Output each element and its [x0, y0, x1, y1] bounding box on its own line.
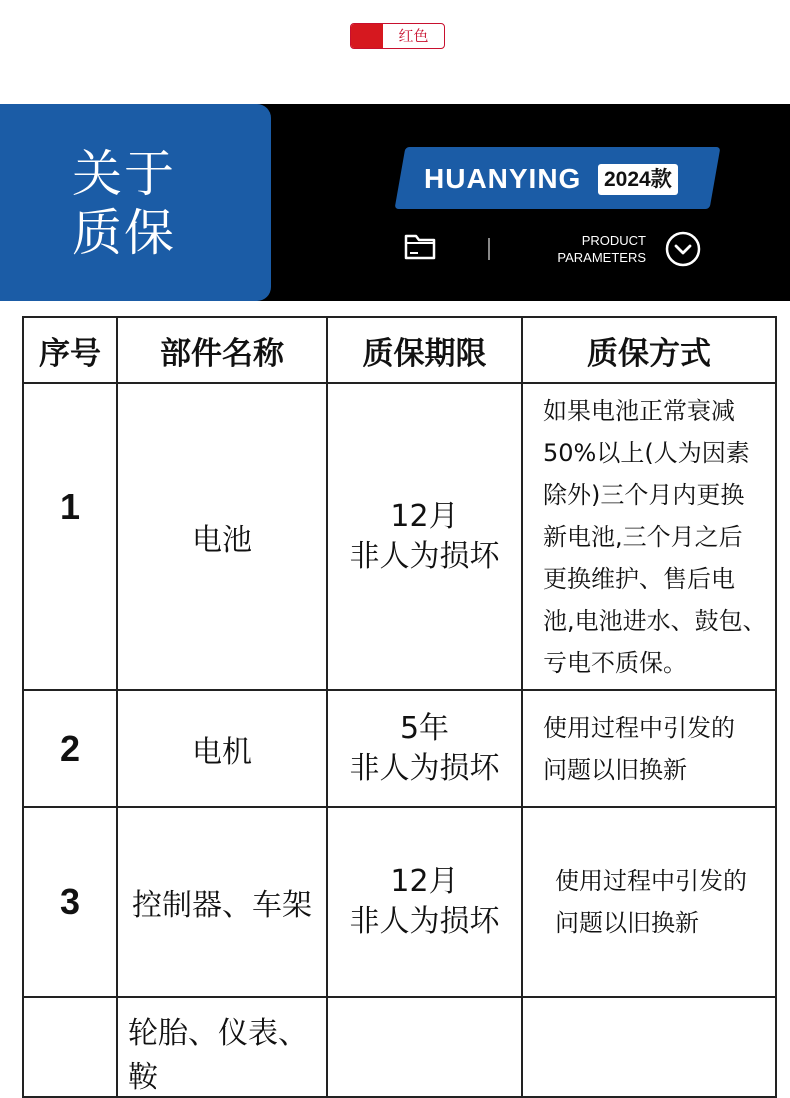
product-params-line1: PRODUCT: [581, 233, 646, 248]
warranty-banner: [0, 104, 790, 301]
table-row: [23, 807, 776, 997]
row-warranty-period: [327, 997, 522, 1097]
warranty-table-wrap: [22, 316, 777, 1098]
banner-title-panel: [0, 104, 271, 301]
row-warranty-method: 使用过程中引发的 问题以旧换新: [522, 690, 776, 807]
row-part-name: 控制器、车架: [117, 807, 327, 997]
row-warranty-period: 12月 非人为损坏: [327, 383, 522, 690]
header-warranty-period: 质保期限: [327, 317, 522, 383]
header-serial: 序号: [23, 317, 117, 383]
row-serial: 2: [23, 690, 117, 807]
table-header-row: [23, 317, 776, 383]
row-warranty-method: 使用过程中引发的 问题以旧换新: [522, 807, 776, 997]
chevron-down-icon[interactable]: [664, 230, 702, 268]
row-serial: 1: [23, 383, 117, 690]
banner-divider: [488, 238, 490, 260]
row-warranty-period: 5年 非人为损坏: [327, 690, 522, 807]
row-serial: [23, 997, 117, 1097]
row-part-name: 轮胎、仪表、鞍: [117, 997, 327, 1097]
banner-title-line1: 关于: [72, 145, 176, 203]
header-part-name: 部件名称: [117, 317, 327, 383]
row-warranty-method: 如果电池正常衰减 50%以上(人为因素 除外)三个月内更换 新电池,三个月之后 更换维护、售后电 池,电池进水、鼓包、 亏电不质保。: [522, 383, 776, 690]
table-row: [23, 383, 776, 690]
color-variant-chip[interactable]: [350, 23, 445, 49]
row-part-name: 电池: [117, 383, 327, 690]
row-serial: 3: [23, 807, 117, 997]
table-row: [23, 997, 776, 1097]
row-warranty-method: [522, 997, 776, 1097]
product-parameters-label: [540, 232, 646, 266]
row-part-name: 电机: [117, 690, 327, 807]
warranty-table: [22, 316, 777, 1098]
color-variant-label: 红色: [398, 27, 429, 45]
banner-title-line2: 质保: [72, 204, 176, 262]
color-swatch: [351, 24, 383, 48]
brand-name: HUANYING: [424, 163, 582, 194]
row-warranty-period: 12月 非人为损坏: [327, 807, 522, 997]
table-row: [23, 690, 776, 807]
folder-icon: [403, 232, 437, 262]
header-warranty-method: 质保方式: [522, 317, 776, 383]
model-year-tag: 2024款: [598, 164, 678, 195]
product-params-line2: PARAMETERS: [557, 250, 646, 265]
